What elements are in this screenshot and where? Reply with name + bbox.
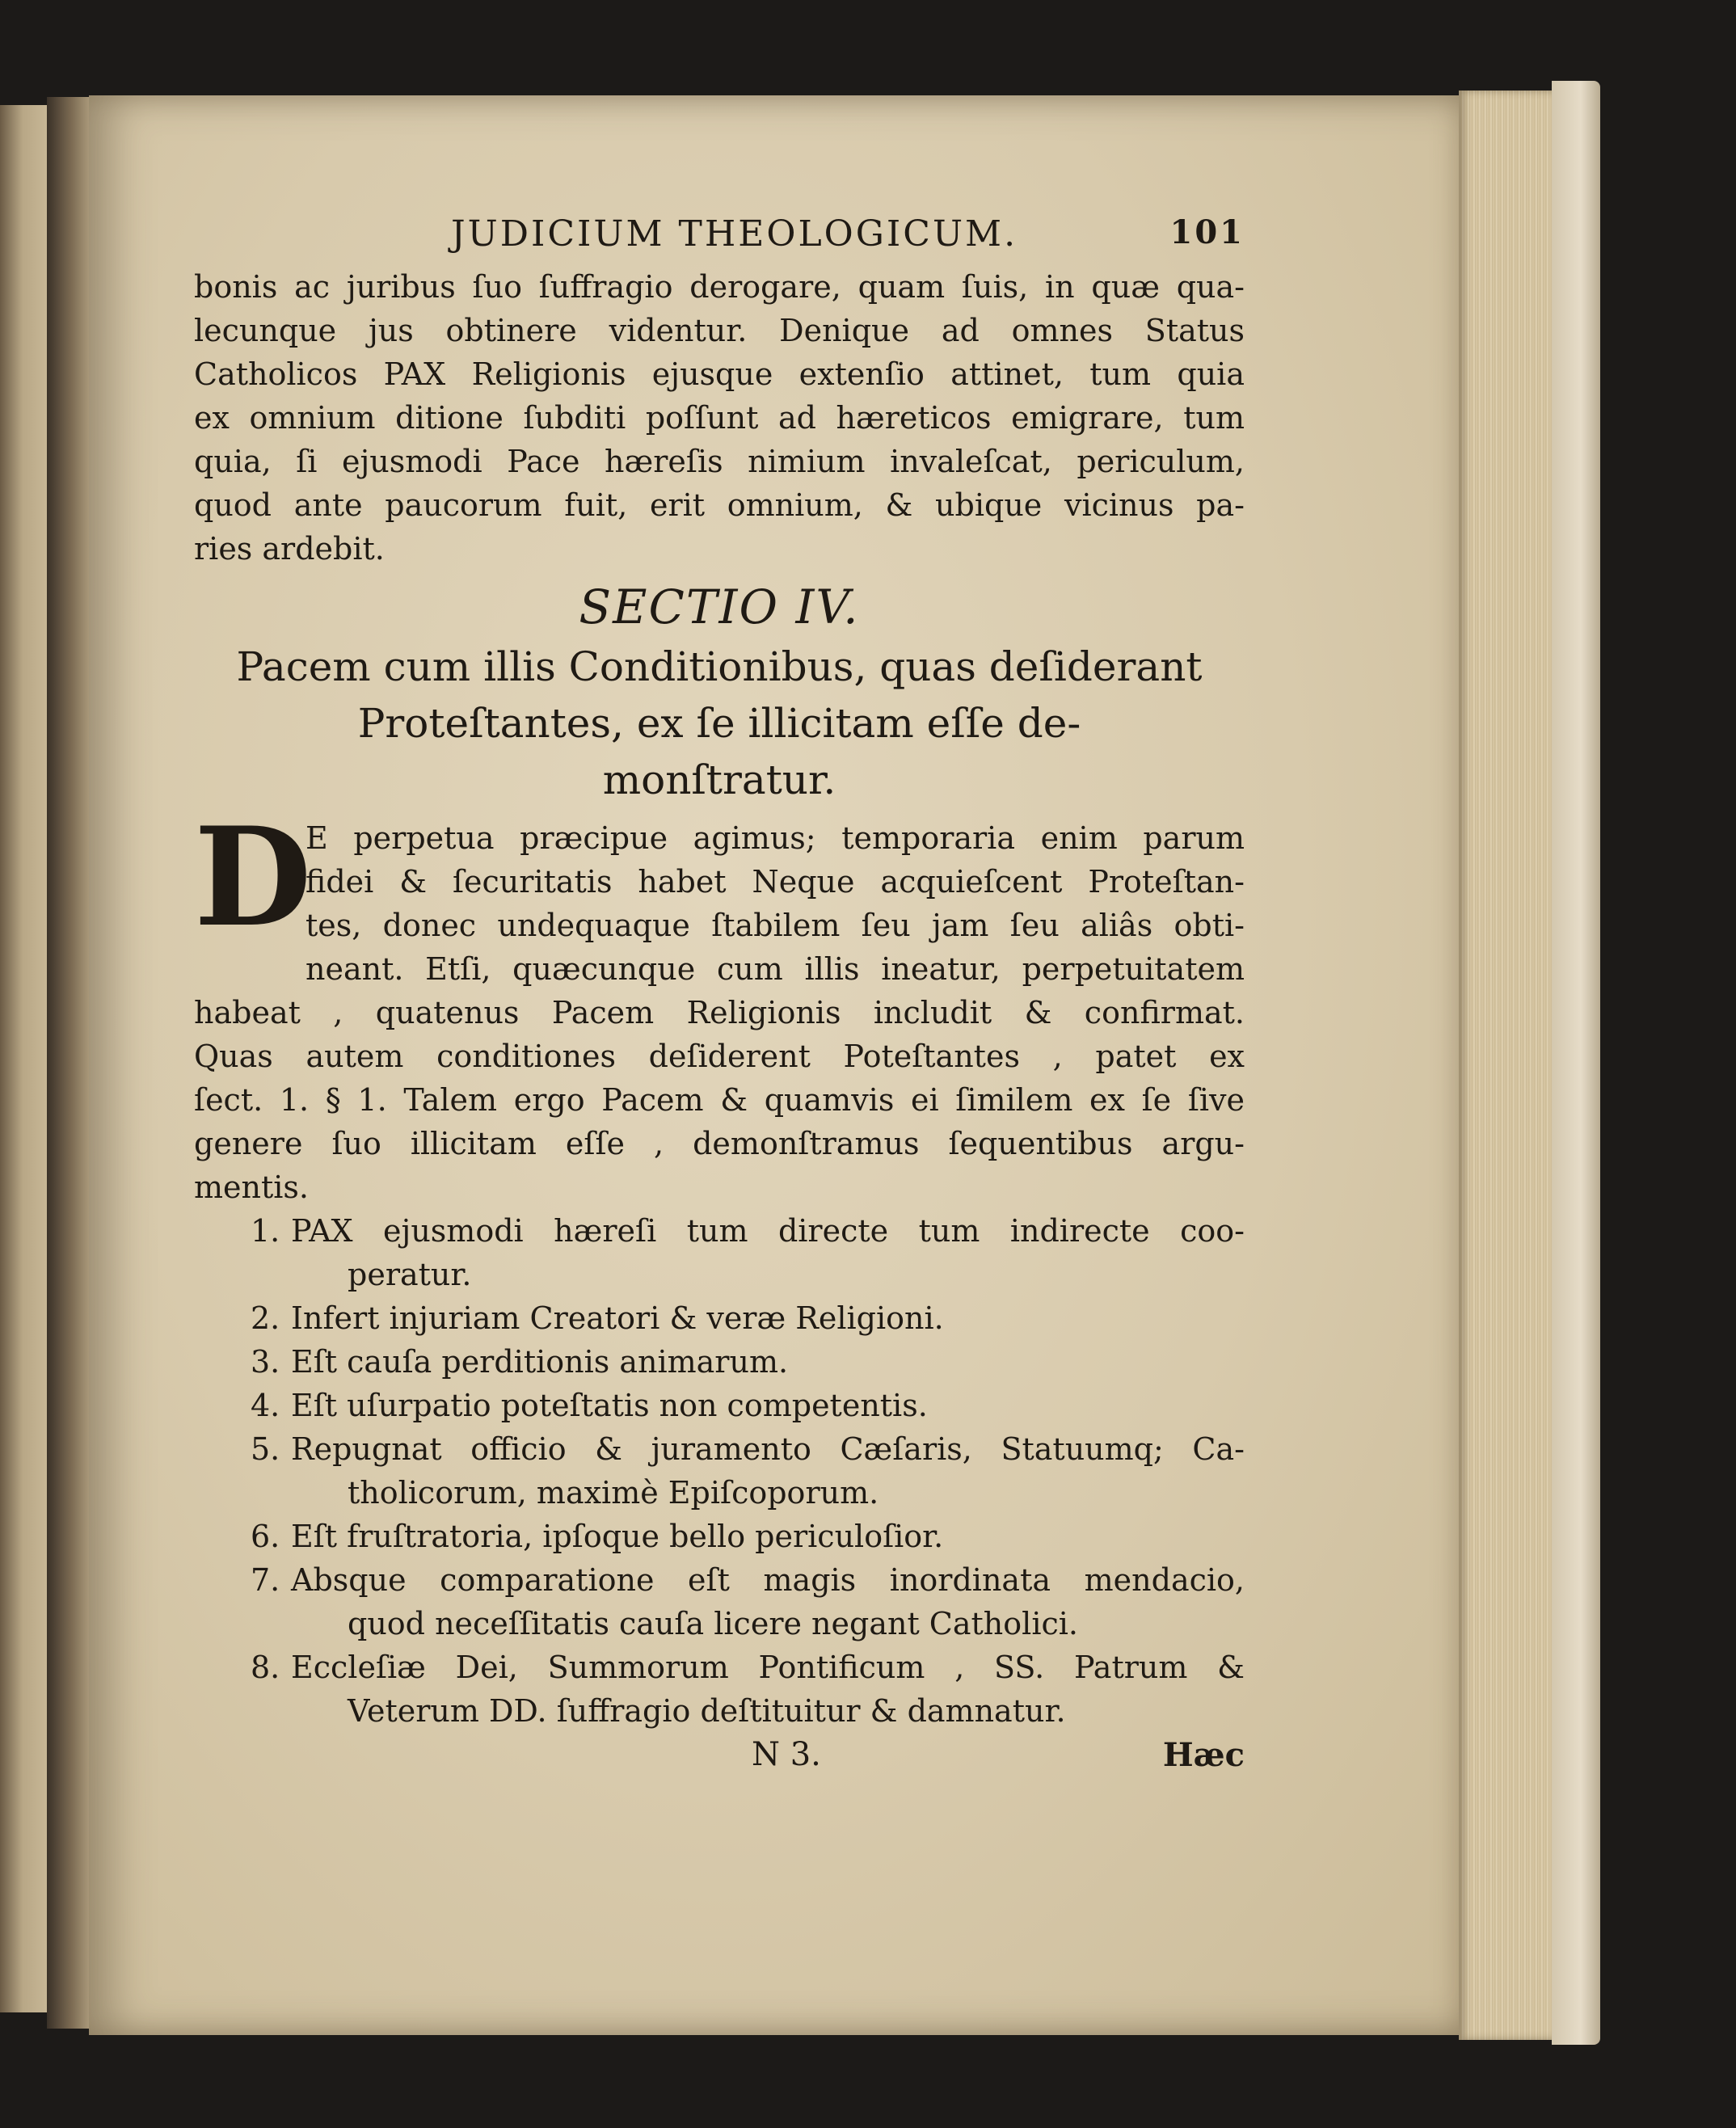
- paragraph-main: [194, 797, 1245, 1209]
- text-line: lecunque jus obtinere videntur. Denique ad omnes Status: [194, 313, 1245, 348]
- text-line: mentis.: [194, 1169, 309, 1205]
- item-number: 7.: [251, 1562, 280, 1598]
- item-continuation: quod neceſſitatis cauſa licere negant Catholici.: [348, 1606, 1078, 1641]
- section-subtitle-line: monſtratur.: [602, 756, 836, 803]
- item-text: Eſt cauſa perditionis animarum.: [291, 1344, 789, 1380]
- item-text: Repugnat officio & juramento Cæſaris, Statuumq; Ca-: [291, 1431, 1245, 1467]
- catchword: Hæc: [1162, 1736, 1245, 1774]
- item-number: 1.: [251, 1213, 280, 1249]
- item-number: 2.: [251, 1300, 280, 1336]
- running-head: [194, 209, 1245, 265]
- item-text: PAX ejusmodi hæreſi tum directe tum indirecte coo-: [291, 1213, 1245, 1249]
- book-cover-edge: [1552, 81, 1600, 2045]
- list-item: [194, 1646, 1245, 1689]
- section-subtitle-line: Proteſtantes, ex ſe illicitam eſſe de-: [357, 700, 1081, 747]
- text-line: habeat , quatenus Pacem Religionis includit & confirmat.: [194, 995, 1245, 1030]
- list-item: [194, 1296, 1245, 1340]
- item-number: 6.: [251, 1519, 280, 1554]
- text-line: Catholicos PAX Religionis ejusque extenſio attinet, tum quia: [194, 356, 1245, 392]
- item-text: Eccleſiæ Dei, Summorum Pontificum , SS. Patrum &: [291, 1650, 1245, 1685]
- item-text: Eſt fruſtratoria, ipſoque bello periculoſior.: [291, 1519, 944, 1554]
- item-continuation: peratur.: [348, 1257, 472, 1292]
- list-item: [194, 1427, 1245, 1471]
- text-line: genere ſuo illicitam eſſe , demonſtramus ſequentibus argu-: [194, 1126, 1245, 1161]
- list-item: [194, 1558, 1245, 1602]
- section-subtitle-line: Pacem cum illis Conditionibus, quas deſiderant: [236, 643, 1203, 690]
- text-line: fidei & ſecuritatis habet Neque acquieſcent Proteſtan-: [305, 864, 1245, 900]
- list-item: [194, 1384, 1245, 1427]
- text-line: ries ardebit.: [194, 531, 385, 567]
- page-stack-edge: [1459, 91, 1564, 2040]
- page-number: 101: [1169, 213, 1245, 251]
- text-line: Quas autem conditiones deſiderent Poteſtantes , patet ex: [194, 1039, 1245, 1074]
- text-line: bonis ac juribus ſuo ſuffragio derogare, quam ſuis, in quæ qua-: [194, 269, 1245, 305]
- text-line: E perpetua præcipue agimus; temporaria enim parum: [305, 820, 1245, 856]
- item-number: 5.: [251, 1431, 280, 1467]
- paragraph-top: [194, 265, 1245, 571]
- item-text: Infert injuriam Creatori & veræ Religioni.: [291, 1300, 944, 1336]
- list-item: [194, 1340, 1245, 1384]
- text-line: quod ante paucorum fuit, erit omnium, & ubique vicinus pa-: [194, 487, 1245, 523]
- page-text: [194, 209, 1245, 1785]
- text-line: neant. Etſi, quæcunque cum illis ineatur, perpetuitatem: [305, 951, 1245, 987]
- book-gutter: [47, 97, 95, 2029]
- item-number: 3.: [251, 1344, 280, 1380]
- drop-cap: D: [194, 797, 312, 957]
- item-text: Eſt uſurpatio poteſtatis non competentis.: [291, 1388, 928, 1423]
- item-text: Absque comparatione eſt magis inordinata mendacio,: [291, 1562, 1245, 1598]
- text-line: ex omnium ditione ſubditi poſſunt ad hæreticos emigrare, tum: [194, 400, 1245, 436]
- page-footer: [194, 1736, 1245, 1785]
- section-heading: SECTIO IV.: [579, 579, 860, 634]
- argument-list: [194, 1209, 1245, 1733]
- item-continuation: tholicorum, maximè Epiſcoporum.: [348, 1475, 879, 1511]
- item-continuation: Veterum DD. ſuffragio deſtituitur & damnatur.: [348, 1693, 1066, 1729]
- running-title: JUDICIUM THEOLOGICUM.: [451, 213, 1018, 255]
- item-number: 8.: [251, 1650, 280, 1685]
- list-item: [194, 1515, 1245, 1558]
- text-line: tes, donec undequaque ſtabilem ſeu jam ſeu aliâs obti-: [305, 908, 1245, 943]
- text-line: ſect. 1. § 1. Talem ergo Pacem & quamvis ei ſimilem ex ſe ſive: [194, 1082, 1245, 1118]
- signature-mark: N 3.: [752, 1736, 821, 1773]
- text-line: quia, ſi ejusmodi Pace hæreſis nimium invaleſcat, periculum,: [194, 444, 1245, 479]
- item-number: 4.: [251, 1388, 280, 1423]
- list-item: [194, 1209, 1245, 1253]
